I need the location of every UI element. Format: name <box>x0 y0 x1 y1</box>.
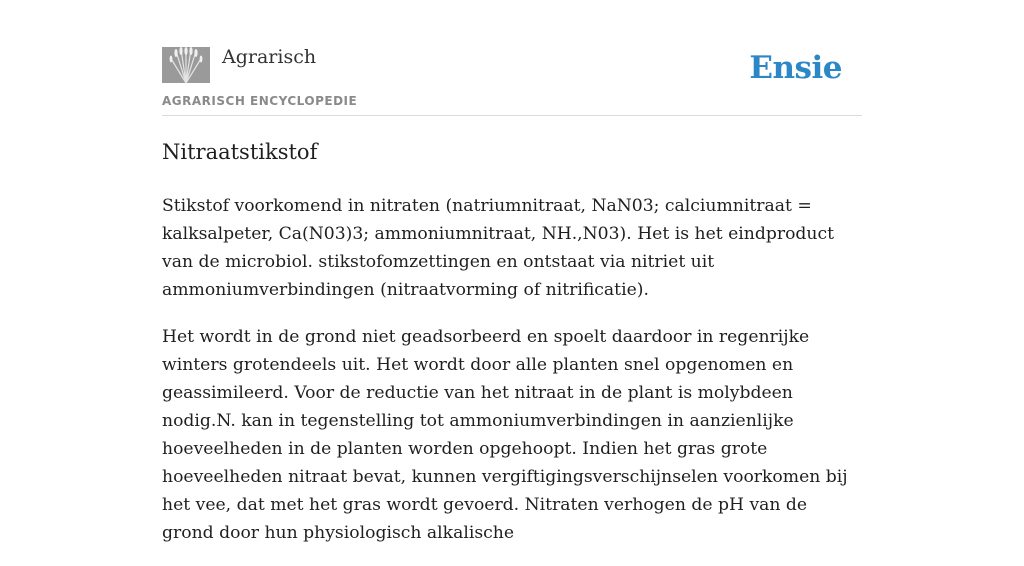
article-title: Nitraatstikstof <box>162 140 318 164</box>
publication-name[interactable]: Agrarisch <box>222 46 317 68</box>
article-paragraph: Het wordt in de grond niet geadsorbeerd en spoelt daardoor in regenrijke winters grotendeels uit. Het wordt door alle planten snel opgenomen en geassimileerd. Voor de reductie van het nitraat in de plant is molybdeen nodig.N. kan in tegenstelling tot ammoniumverbindingen in aanzienlijke hoeveelheden in de planten worden opgehoopt. Indien het gras grote hoeveelheden nitraat bevat, kunnen vergiftigingsverschijnselen voorkomen bij het vee, dat met het gras wordt gevoerd. Nitraten verhogen de pH van de grond door hun physiologisch alkalische <box>162 327 848 543</box>
article-body <box>162 192 862 566</box>
brand-logo[interactable]: Ensie <box>749 50 842 86</box>
encyclopedia-label[interactable]: AGRARISCH ENCYCLOPEDIE <box>162 94 358 108</box>
site-header <box>162 44 862 116</box>
article-paragraph: Stikstof voorkomend in nitraten (natriumnitraat, NaN03; calciumnitraat = kalksalpeter, Ca(N03)3; ammoniumnitraat, NH.,N03). Het is het eindproduct van de microbiol. stikstofomzettingen en ontstaat via nitriet uit ammoniumverbindingen (nitraatvorming of nitrificatie). <box>162 196 835 300</box>
wheat-sheaf-icon[interactable] <box>162 47 210 83</box>
